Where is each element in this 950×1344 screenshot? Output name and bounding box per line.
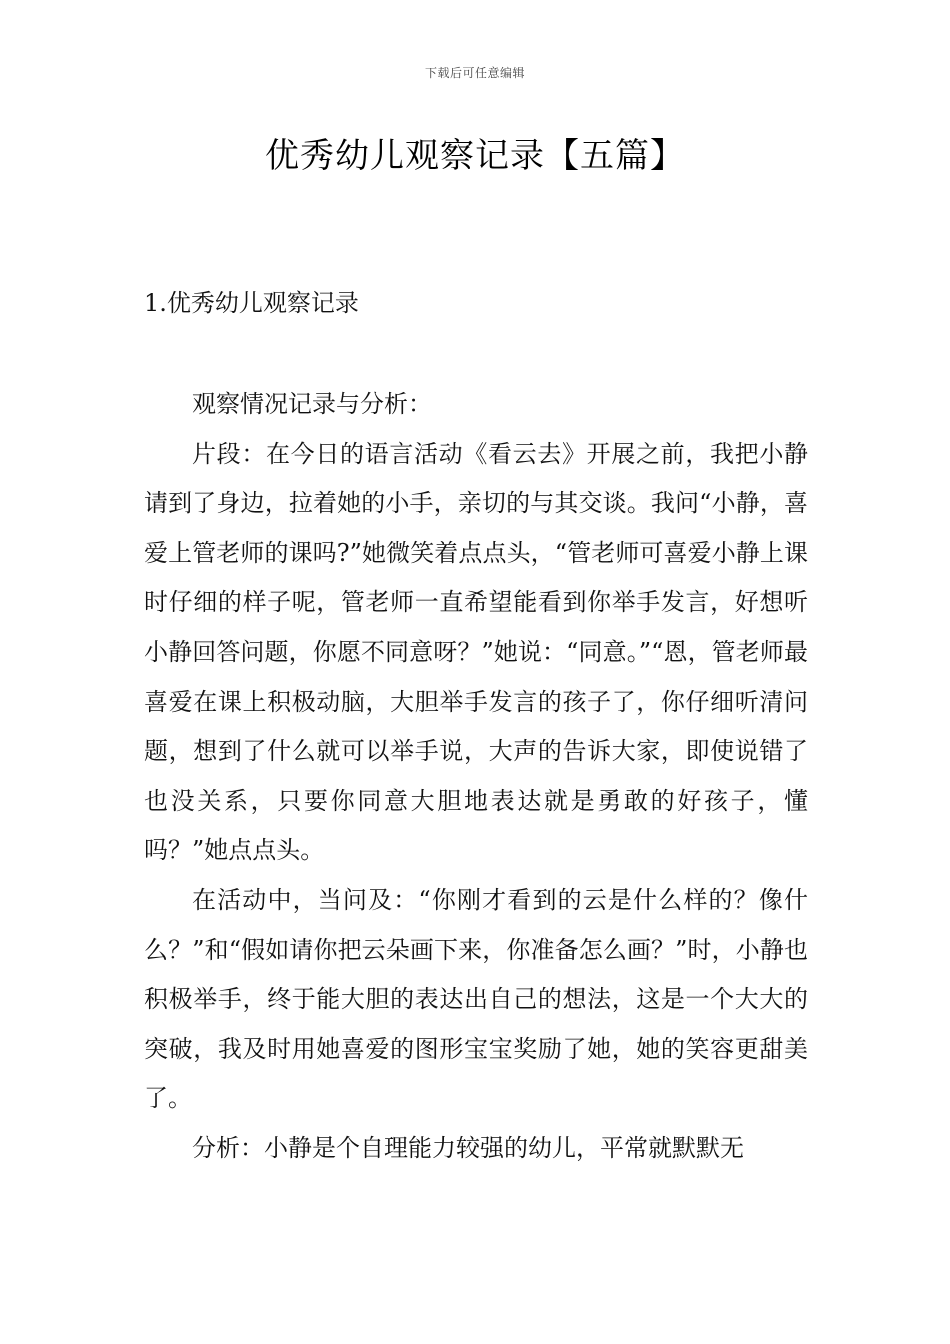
header-note: 下载后可任意编辑 <box>424 66 525 80</box>
page-title: 优秀幼儿观察记录【五篇】 <box>265 136 685 176</box>
body-text <box>144 380 808 1174</box>
paragraph-intro: 观察情况记录与分析： <box>192 390 432 418</box>
paragraph-activity: 在活动中，当问及：“你刚才看到的云是什么样的？像什么？”和“假如请你把云朵画下来，你准备怎么画？”时，小静也积极举手，终于能大胆的表达出自己的想法，这是一个大大的突破，我及时用她喜爱的图形宝宝奖励了她，她的笑容更甜美了。 <box>144 885 808 1113</box>
section-heading: 1.优秀幼儿观察记录 <box>144 289 359 317</box>
paragraph-fragment: 片段：在今日的语言活动《看云去》开展之前，我把小静请到了身边，拉着她的小手，亲切的与其交谈。我问“小静，喜爱上管老师的课吗?”她微笑着点点头，“管老师可喜爱小静上课时仔细的样子呢，管老师一直希望能看到你举手发言，好想听小静回答问题，你愿不同意呀？”她说：“同意。”“恩，管老师最喜爱在课上积极动脑，大胆举手发言的孩子了，你仔细听清问题，想到了什么就可以举手说，大声的告诉大家，即使说错了也没关系，只要你同意大胆地表达就是勇敢的好孩子，懂吗？”她点点头。 <box>144 439 808 865</box>
paragraph-analysis: 分析：小静是个自理能力较强的幼儿，平常就默默无 <box>192 1133 744 1162</box>
